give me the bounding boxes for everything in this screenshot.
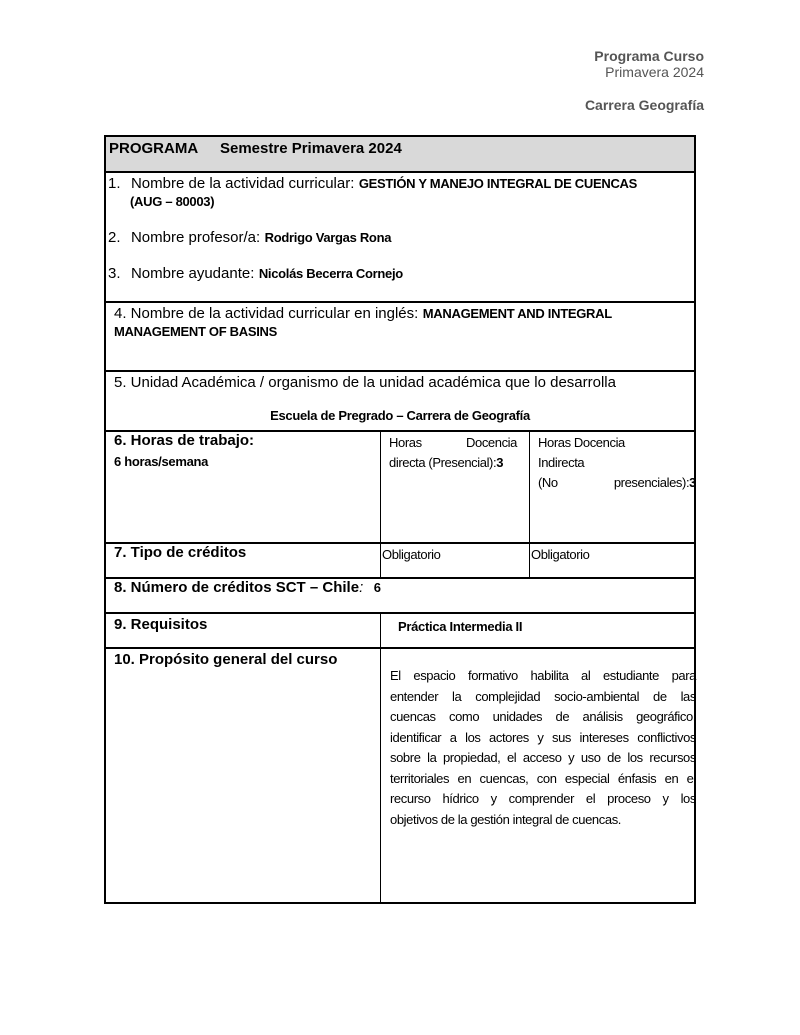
item3-value: Nicolás Becerra Cornejo	[258, 266, 403, 281]
section-requisitos	[104, 612, 696, 649]
horas-directa: Horas Docencia directa (Presencial):3	[389, 435, 517, 470]
item2-label: Nombre profesor/a:	[130, 229, 261, 246]
section-nombre-ingles	[104, 301, 696, 372]
section6-label: 6. Horas de trabajo:	[114, 432, 255, 449]
section4-label: 4. Nombre de la actividad curricular en inglés:	[114, 305, 419, 322]
section7-value1: Obligatorio	[382, 547, 441, 562]
section-creditos-sct: 8. Número de créditos SCT – Chile: 6	[104, 577, 696, 614]
section10-label: 10. Propósito general del curso	[114, 651, 338, 668]
header-carrera: Carrera Geografía	[584, 97, 704, 113]
item1-code: (AUG – 80003)	[130, 194, 215, 209]
section7-value2: Obligatorio	[531, 547, 590, 562]
section5-label: 5. Unidad Académica / organismo de la unidad académica que lo desarrolla	[114, 374, 616, 391]
section9-label: 9. Requisitos	[114, 616, 208, 633]
section8-value: 6	[373, 580, 381, 595]
section7-label: 7. Tipo de créditos	[114, 544, 247, 561]
item1-number: 1.	[108, 175, 121, 192]
item1-label: Nombre de la actividad curricular:	[130, 175, 355, 192]
title-bar	[104, 135, 696, 172]
section4-value-a: MANAGEMENT AND INTEGRAL	[422, 306, 612, 321]
item3-label: Nombre ayudante:	[130, 265, 255, 282]
horas-indirecta: Horas Docencia Indirecta (No presenciales):3	[538, 435, 696, 490]
section9-value: Práctica Intermedia II	[398, 619, 523, 634]
item2-number: 2.	[108, 229, 121, 246]
section8-label: 8. Número de créditos SCT – Chile	[114, 579, 360, 596]
section6-value: 6 horas/semana	[114, 454, 209, 469]
section4-value-b: MANAGEMENT OF BASINS	[114, 324, 278, 339]
section-horas	[104, 430, 696, 544]
section-unidad-academica	[104, 370, 696, 432]
section-tipo-creditos	[104, 542, 696, 579]
section10-text: El espacio formativo habilita al estudiante para entender la complejidad socio-ambiental de las cuencas como unidades de análisis geográfico, identificar a los actores y sus intereses conflictivos sobre la propiedad, el acceso y uso de los recursos territoriales en cuencas, con especial énfasis en el recurso hídrico y comprender el proceso y los objetivos de la gestión integral de cuencas.	[390, 668, 696, 827]
header-programa-curso: Programa Curso	[594, 48, 704, 64]
title-semestre: Semestre Primavera 2024	[220, 140, 402, 157]
item1-value: GESTIÓN Y MANEJO INTEGRAL DE CUENCAS	[358, 176, 637, 191]
section5-value: Escuela de Pregrado – Carrera de Geografía	[270, 408, 530, 423]
section-identificacion	[104, 171, 696, 303]
title-programa: PROGRAMA	[109, 140, 199, 157]
section-proposito	[104, 647, 696, 904]
item3-number: 3.	[108, 265, 121, 282]
item2-value: Rodrigo Vargas Rona	[264, 230, 392, 245]
header-semestre: Primavera 2024	[605, 64, 704, 80]
